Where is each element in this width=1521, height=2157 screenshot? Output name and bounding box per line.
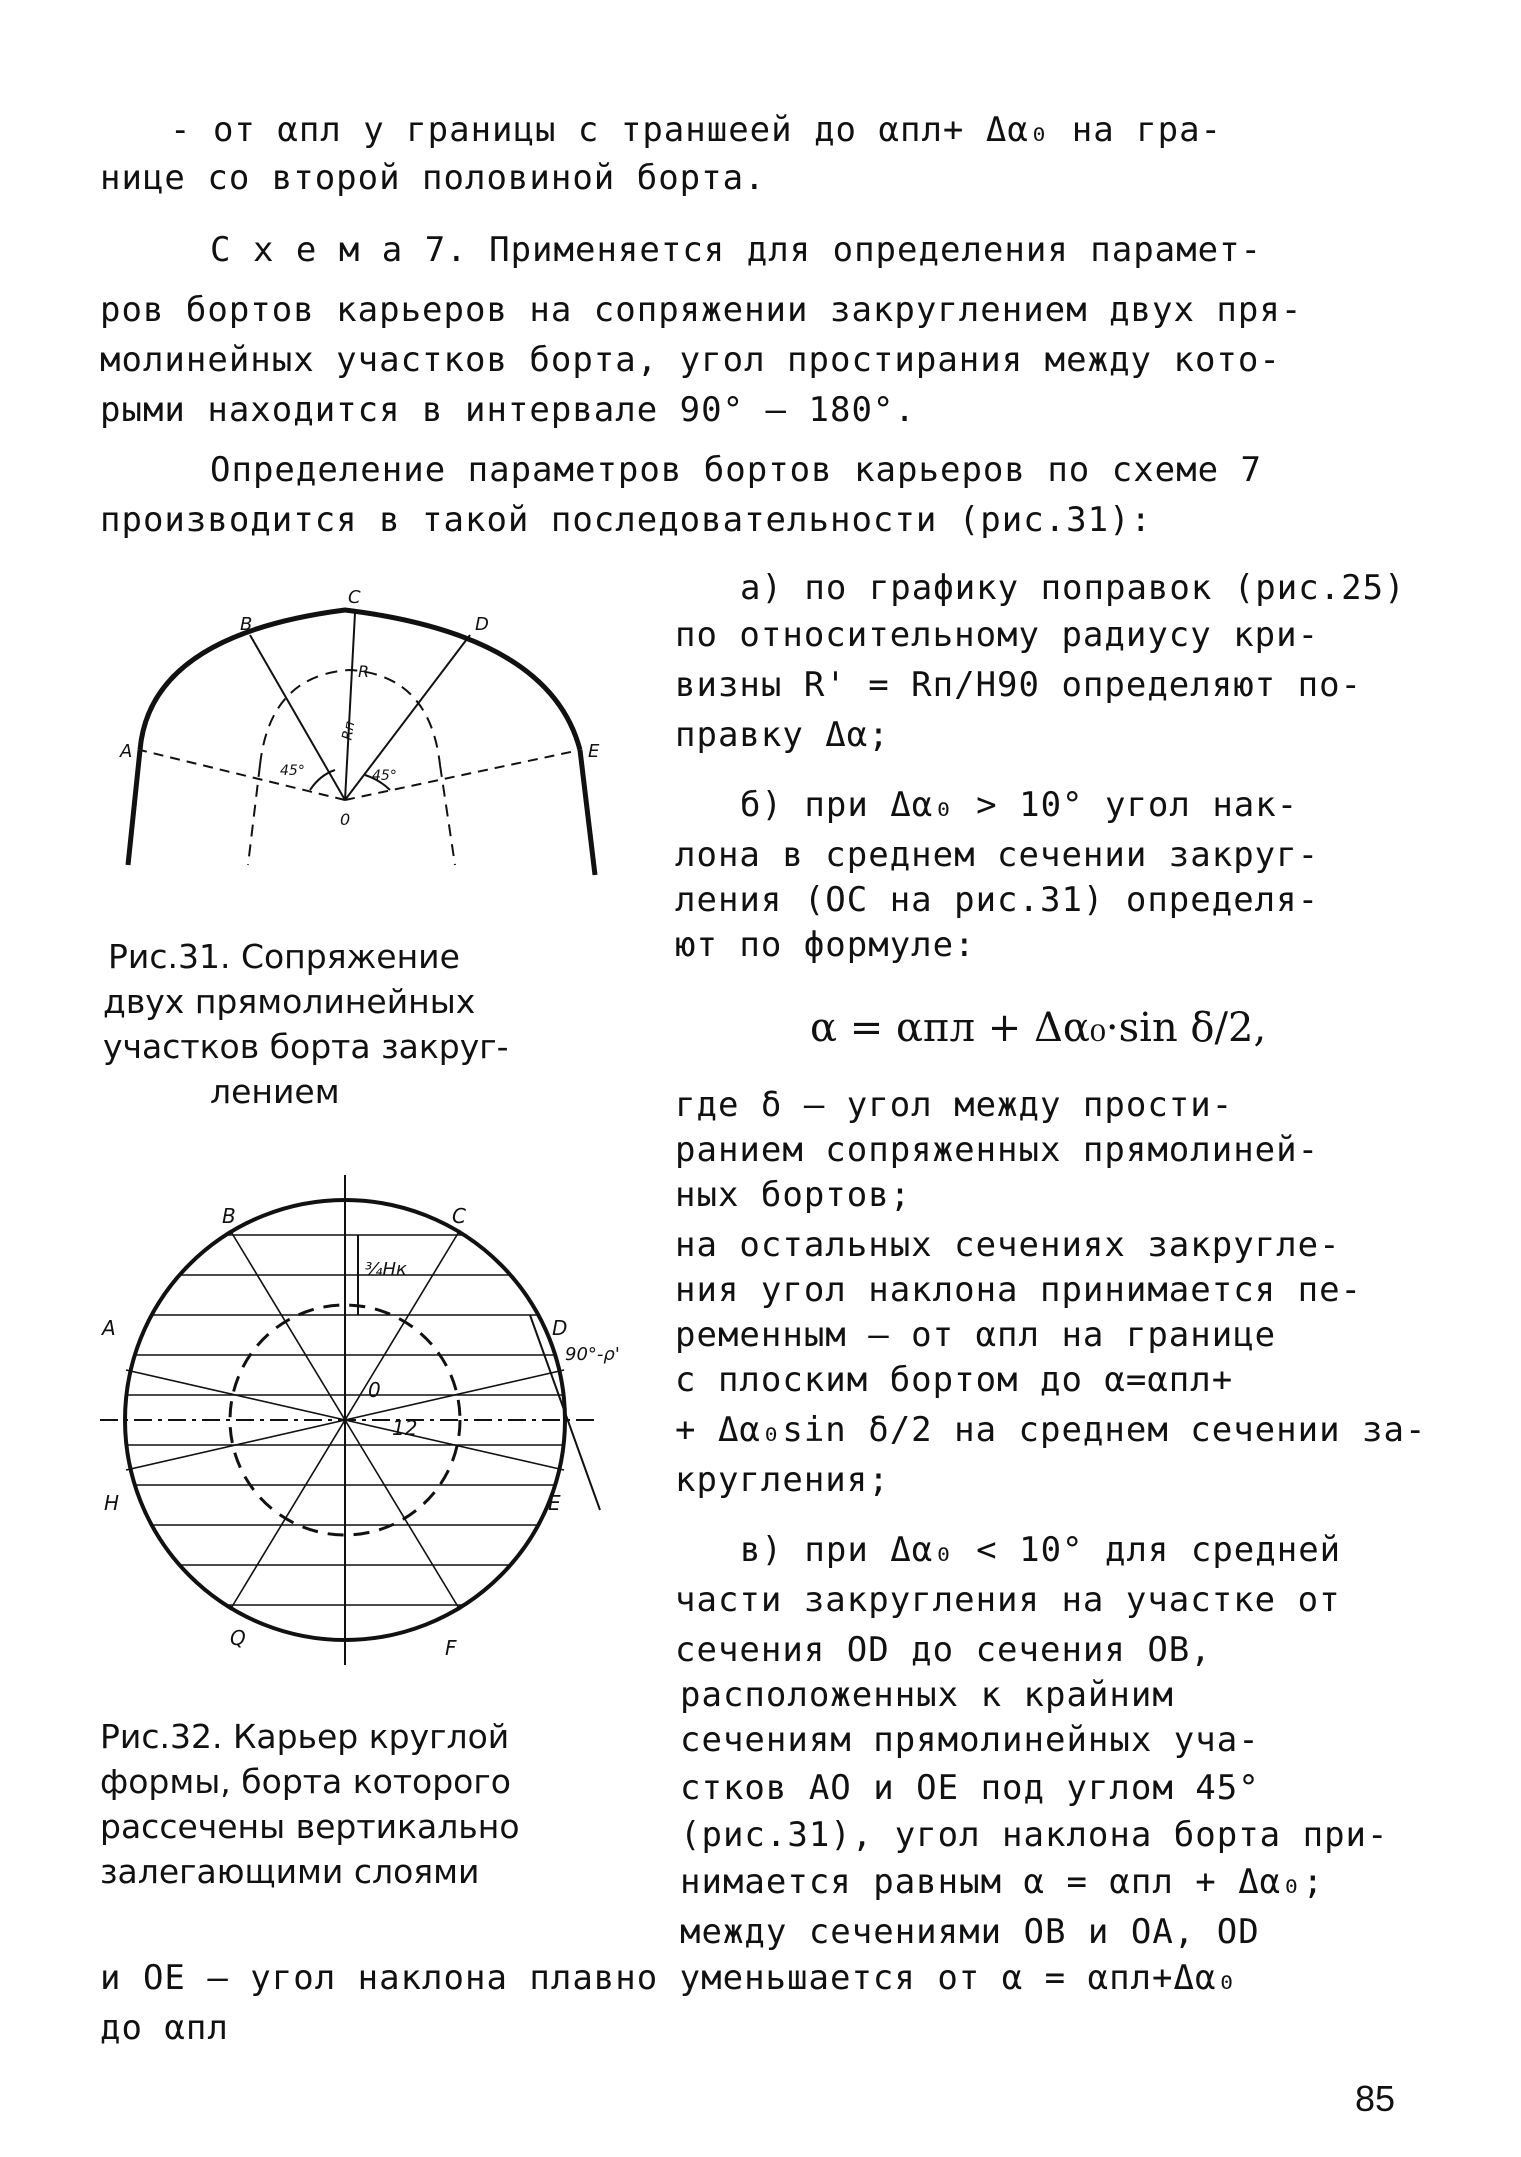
right-col-line-6: лона в среднем сечении закруг- bbox=[675, 835, 1320, 875]
text-line-1: - от αпл у границы с траншеей до αпл+ Δα₀ на гра- bbox=[170, 110, 1223, 150]
right-col-line-12: на остальных сечениях закругле- bbox=[675, 1225, 1341, 1265]
fig32-label-c: C bbox=[452, 1204, 466, 1228]
fig32-caption-line-2: формы, борта которого bbox=[100, 1762, 511, 1801]
fig31-label-rn: Rп bbox=[339, 720, 359, 742]
right-col-line-20: сечения OD до сечения OB, bbox=[675, 1630, 1212, 1670]
text-line-7: Определение параметров бортов карьеров по схеме 7 bbox=[210, 450, 1263, 490]
right-col-line-9: где δ – угол между прости- bbox=[675, 1085, 1234, 1125]
fig31-label-r: R bbox=[358, 662, 370, 681]
main-formula: α = αпл + Δα₀·sin δ/2, bbox=[810, 1005, 1267, 1051]
right-col-line-24: (рис.31), угол наклона борта при- bbox=[680, 1815, 1389, 1855]
fig32-label-o: 0 bbox=[368, 1378, 381, 1402]
fig32-label-e: E bbox=[548, 1491, 561, 1515]
right-col-line-21: расположенных к крайним bbox=[680, 1675, 1174, 1715]
fig31-label-e: E bbox=[588, 741, 600, 762]
right-col-line-7: ления (ОС на рис.31) определя- bbox=[675, 880, 1320, 920]
right-col-line-19: части закругления на участке от bbox=[675, 1580, 1341, 1620]
right-col-line-14: ременным – от αпл на границе bbox=[675, 1315, 1277, 1355]
page-number: 85 bbox=[1355, 2078, 1396, 2119]
fig32-label-d: D bbox=[552, 1316, 568, 1340]
text-line-8: производится в такой последовательности (рис.31): bbox=[100, 500, 1153, 540]
right-col-line-8: ют по формуле: bbox=[675, 925, 976, 965]
right-col-line-22: сечениям прямолинейных уча- bbox=[680, 1720, 1260, 1760]
fig31-caption-line-1: Рис.31. Сопряжение bbox=[108, 937, 460, 976]
bottom-line-1: и ОЕ – угол наклона плавно уменьшается от α = αпл+Δα₀ bbox=[100, 1958, 1238, 1998]
right-col-line-5: б) при Δα₀ > 10° угол нак- bbox=[740, 785, 1299, 825]
figure-32 bbox=[100, 1165, 620, 1685]
figure-31 bbox=[110, 575, 610, 895]
fig32-caption-line-4: залегающими слоями bbox=[100, 1852, 480, 1891]
right-col-line-2: по относительному радиусу кри- bbox=[675, 615, 1320, 655]
right-col-line-4: правку Δα; bbox=[675, 715, 890, 755]
fig32-label-hk: ¾Hк bbox=[365, 1259, 407, 1280]
fig32-label-b: B bbox=[222, 1204, 236, 1228]
fig32-label-a: A bbox=[102, 1316, 116, 1340]
fig31-label-a: A bbox=[120, 741, 133, 762]
text-line-5: молинейных участков борта, угол простирания между кото- bbox=[100, 340, 1281, 380]
fig31-label-o: 0 bbox=[340, 810, 351, 829]
text-line-2: нице со второй половиной борта. bbox=[100, 158, 766, 198]
fig31-label-angle-right: 45° bbox=[372, 768, 397, 784]
right-col-line-17: кругления; bbox=[675, 1460, 890, 1500]
right-col-line-13: ния угол наклона принимается пе- bbox=[675, 1270, 1363, 1310]
fig31-caption-line-2: двух прямолинейных bbox=[103, 982, 476, 1021]
right-col-line-23: стков АО и ОЕ под углом 45° bbox=[680, 1768, 1260, 1808]
fig31-label-angle-left: 45° bbox=[280, 763, 305, 779]
right-col-line-10: ранием сопряженных прямолиней- bbox=[675, 1130, 1320, 1170]
fig32-label-h: H bbox=[104, 1491, 120, 1515]
fig31-label-c: C bbox=[348, 587, 361, 608]
right-col-line-26: между сечениями OB и OA, OD bbox=[680, 1912, 1260, 1952]
right-col-line-15: с плоским бортом до α=αпл+ bbox=[675, 1360, 1234, 1400]
text-line-6: рыми находится в интервале 90° – 180°. bbox=[100, 390, 916, 430]
text-line-3: С х е м а 7. Применяется для определения парамет- bbox=[210, 230, 1263, 270]
fig32-label-12: 12 bbox=[392, 1416, 418, 1440]
fig32-label-angle: 90°-ρ' bbox=[565, 1344, 620, 1365]
right-col-line-16: + Δα₀sin δ/2 на среднем сечении за- bbox=[675, 1410, 1427, 1450]
fig32-caption-line-3: рассечены вертикально bbox=[100, 1807, 520, 1846]
fig32-label-f: F bbox=[445, 1636, 457, 1660]
fig31-caption-line-4: лением bbox=[210, 1072, 340, 1111]
right-col-line-25: нимается равным α = αпл + Δα₀; bbox=[680, 1862, 1325, 1902]
text-line-4: ров бортов карьеров на сопряжении закруглением двух пря- bbox=[100, 290, 1303, 330]
right-col-line-18: в) при Δα₀ < 10° для средней bbox=[740, 1530, 1342, 1570]
right-col-line-11: ных бортов; bbox=[675, 1175, 912, 1215]
fig32-caption-line-1: Рис.32. Карьер круглой bbox=[100, 1717, 510, 1756]
right-col-line-1: а) по графику поправок (рис.25) bbox=[740, 568, 1406, 608]
fig31-label-b: B bbox=[240, 614, 253, 635]
fig32-label-q: Q bbox=[230, 1626, 246, 1650]
bottom-line-2: до αпл bbox=[100, 2008, 229, 2048]
fig31-label-d: D bbox=[475, 614, 489, 635]
right-col-line-3: визны R' = Rп/H90 определяют по- bbox=[675, 665, 1363, 705]
fig31-caption-line-3: участков борта закруг- bbox=[103, 1027, 509, 1066]
